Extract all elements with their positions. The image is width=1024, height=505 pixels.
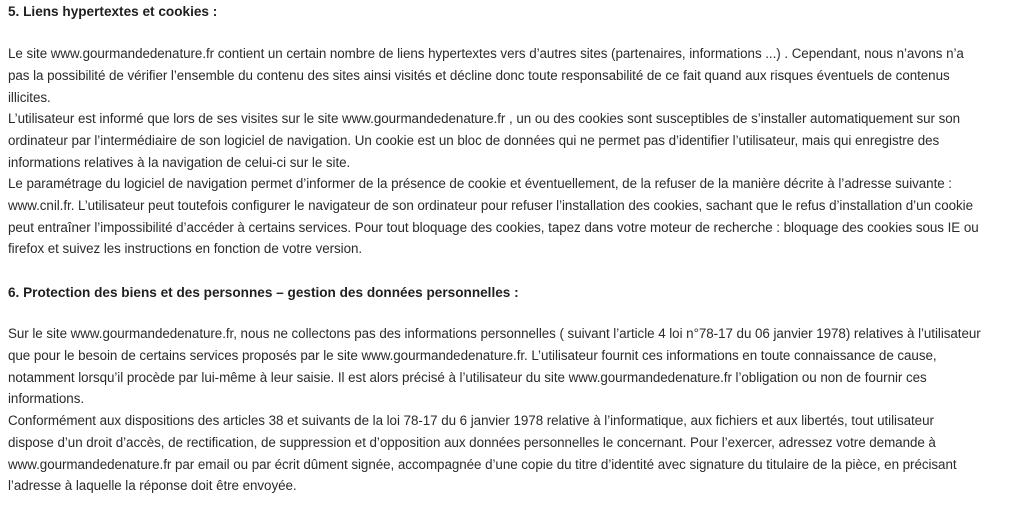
text-line: notamment lorsqu’il procède par lui-même à leur saisie. Il est alors précisé à l’utilisateur du site www.gourmandedenature.fr l’obligation ou non de fournir ces [8,369,927,385]
text-line: Le paramétrage du logiciel de navigation permet d’informer de la présence de cookie et éventuellement, de la refuser de la manière décrite à l’adresse suivante : [8,176,952,191]
text-line: informations relatives à la navigation de celui-ci sur le site. [8,154,351,170]
paragraph-user-rights [8,410,1020,497]
section-heading-data-protection: 6. Protection des biens et des personnes – gestion des données personnelles : [8,285,519,300]
text-line: dispose d’un droit d’accès, de rectification, de suppression et d’opposition aux données personnelles le concernant. Pour l’exercer, adressez votre demande à [8,434,936,450]
paragraph-cookies-info [8,108,1020,173]
text-line: Le site www.gourmandedenature.fr contient un certain nombre de liens hypertextes vers d’autres sites (partenaires, informations ...) . Cependant, nous n’avons n’a [8,46,964,61]
text-line: peut entraîner l’impossibilité d’accéder à certains services. Pour tout bloquage des cookies, tapez dans votre moteur de recherche : bloquage des cookies sous IE ou [8,219,979,235]
text-line: ordinateur par l’intermédiaire de son logiciel de navigation. Un cookie est un bloc de données qui ne permet pas d’identifier l’utilisateur, mais qui enregistre des [8,132,940,148]
text-line: que pour le besoin de certains services proposés par le site www.gourmandedenature.fr. L’utilisateur fournit ces informations en toute connaissance de cause, [8,347,937,363]
text-line: Conformément aux dispositions des articles 38 et suivants de la loi 78-17 du 6 janvier 1978 relative à l’informatique, aux fichiers et aux libertés, tout utilisateur [8,413,934,428]
text-line: informations. [8,391,85,407]
text-line: Sur le site www.gourmandedenature.fr, nous ne collectons pas des informations personnelles ( suivant l’article 4 loi n°78-17 du 06 janvier 1978) relatives à l’utilisateur [8,326,981,341]
text-line: www.cnil.fr. L’utilisateur peut toutefois configurer le navigateur de son ordinateur pour refuser l’installation des cookies, sachant que le refus d’installation d’un cookie [8,197,973,213]
text-line: l’adresse à laquelle la réponse doit être envoyée. [8,478,297,494]
paragraph-personal-data [8,323,1020,410]
text-line: www.gourmandedenature.fr par email ou par écrit dûment signée, accompagnée d’une copie du titre d’identité avec signature du titulaire de la pièce, en précisant [8,456,957,472]
text-line: illicites. [8,89,51,105]
paragraph-cookie-settings [8,173,1020,260]
paragraph-external-links [8,43,1020,108]
text-line: firefox et suivez les instructions en fonction de votre version. [8,241,363,257]
text-line: L’utilisateur est informé que lors de ses visites sur le site www.gourmandedenature.fr , un ou des cookies sont susceptibles de s’installer automatiquement sur son [8,111,961,126]
text-line: pas la possibilité de vérifier l’ensemble du contenu des sites ainsi visités et décline donc toute responsabilité de ce fait quand aux risques éventuels de contenus [8,67,950,83]
section-heading-links-cookies: 5. Liens hypertextes et cookies : [8,4,218,19]
